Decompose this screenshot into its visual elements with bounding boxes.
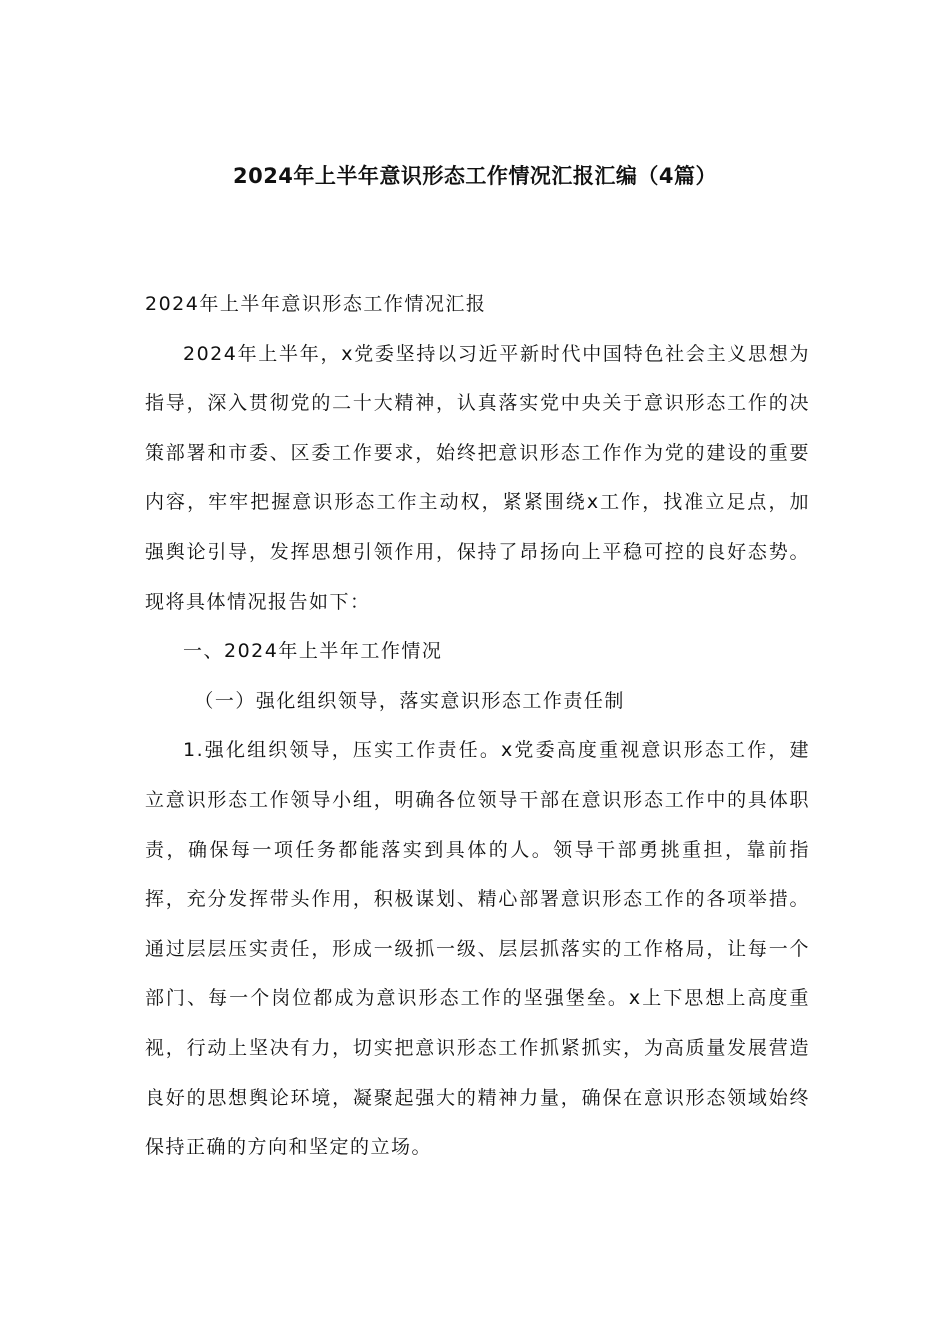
section-title: 2024年上半年意识形态工作情况汇报: [145, 293, 487, 315]
document-body: [145, 280, 810, 1173]
heading-level-1: 一、2024年上半年工作情况: [183, 640, 443, 663]
heading-level-2: （一）强化组织领导，落实意识形态工作责任制: [194, 689, 625, 712]
body-paragraph: 1.强化组织领导，压实工作责任。x党委高度重视意识形态工作，建立意识形态工作领导小组，明确各位领导干部在意识形态工作中的具体职责，确保每一项任务都能落实到具体的人。领导干部勇挑重担，靠前指挥，充分发挥带头作用，积极谋划、精心部署意识形态工作的各项举措。通过层层压实责任，形成一级抓一级、层层抓落实的工作格局，让每一个部门、每一个岗位都成为意识形态工作的坚强堡垒。x上下思想上高度重视，行动上坚决有力，切实把意识形态工作抓紧抓实，为高质量发展营造良好的思想舆论环境，凝聚起强大的精神力量，确保在意识形态领域始终保持正确的方向和坚定的立场。: [145, 739, 810, 1159]
document-title: 2024年上半年意识形态工作情况汇报汇编（4篇）: [232, 164, 718, 188]
intro-paragraph: 2024年上半年，x党委坚持以习近平新时代中国特色社会主义思想为指导，深入贯彻党的二十大精神，认真落实党中央关于意识形态工作的决策部署和市委、区委工作要求，始终把意识形态工作作为党的建设的重要内容，牢牢把握意识形态工作主动权，紧紧围绕x工作，找准立足点，加强舆论引导，发挥思想引领作用，保持了昂扬向上平稳可控的良好态势。现将具体情况报告如下：: [145, 342, 810, 613]
